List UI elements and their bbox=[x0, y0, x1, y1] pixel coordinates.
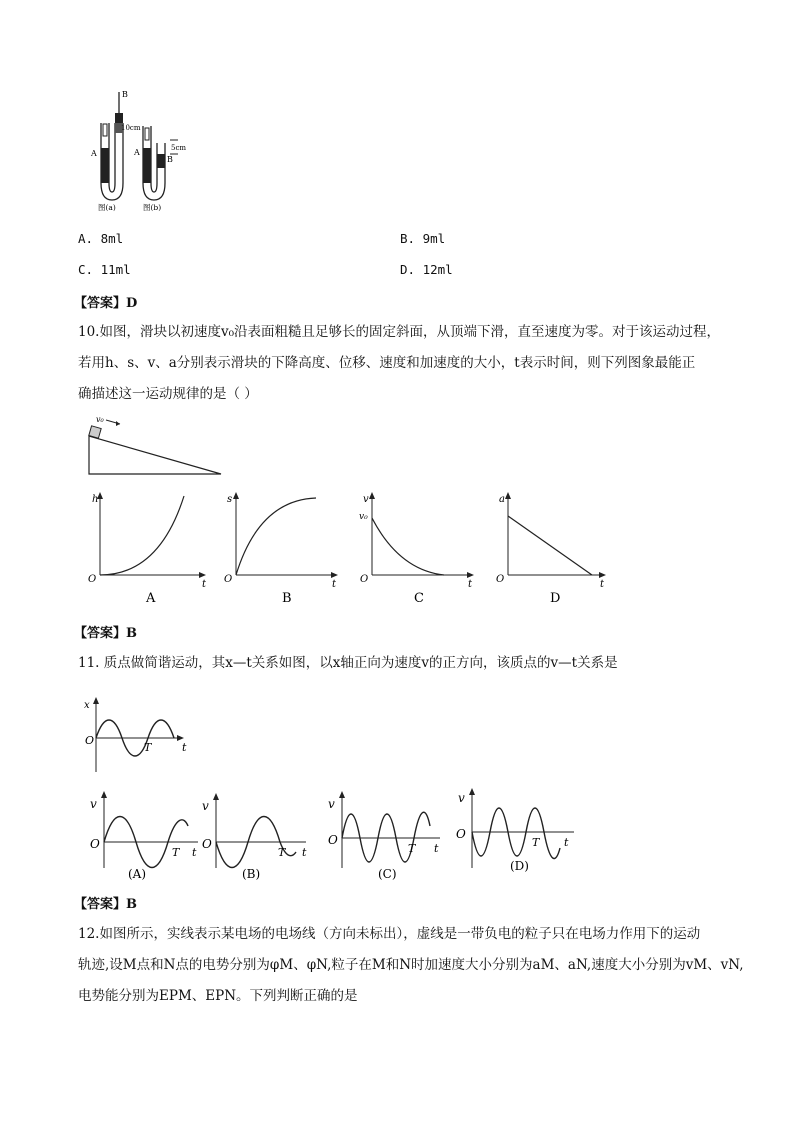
q10-graph-b bbox=[224, 492, 338, 606]
q11-vt-a-origin: O bbox=[90, 837, 100, 851]
q9-option-a: A. 8ml bbox=[78, 231, 124, 246]
q10-graphs bbox=[84, 488, 624, 614]
q10-answer: 【答案】B bbox=[74, 626, 137, 641]
q11-vt-b-origin: O bbox=[202, 837, 212, 851]
q10-incline-v0: v₀ bbox=[96, 415, 104, 424]
q10-graph-c-ytick: v₀ bbox=[359, 512, 368, 522]
q10-graph-a-tlabel: t bbox=[202, 579, 207, 590]
q11-vt-c-origin: O bbox=[328, 833, 338, 847]
q9-caption-a: 图(a) bbox=[98, 203, 116, 212]
q10-graph-a-caption: A bbox=[146, 591, 156, 606]
q12-text-line2: 轨迹,设M点和N点的电势分别为φM、φN,粒子在M和N时加速度大小分别为aM、aN,速度大小分别为vM、vN, bbox=[78, 957, 744, 973]
q9-label-b-top: B bbox=[122, 90, 128, 99]
q11-vt-b-caption: (B) bbox=[242, 867, 261, 881]
q11-xt-graph bbox=[82, 694, 192, 774]
q11-vt-b-period: T bbox=[278, 846, 286, 859]
q9-option-c: C. 11ml bbox=[78, 262, 131, 277]
q10-graph-c-caption: C bbox=[414, 591, 424, 606]
q10-text-line1: 10.如图，滑块以初速度v₀沿表面粗糙且足够长的固定斜面，从顶端下滑，直至速度为零。对于该运动过程， bbox=[78, 324, 721, 340]
q10-graph-d-caption: D bbox=[550, 591, 561, 606]
q9-label-b-right: B bbox=[167, 155, 173, 164]
q10-graph-c-ylabel: v bbox=[363, 494, 369, 505]
q10-graph-d bbox=[496, 492, 606, 606]
q10-graph-b-caption: B bbox=[282, 591, 292, 606]
q11-vt-graph-a bbox=[90, 791, 198, 881]
q9-label-10cm: 10cm bbox=[121, 124, 141, 132]
q9-option-b: B. 9ml bbox=[400, 231, 446, 246]
q9-label-a-left: A bbox=[91, 149, 97, 158]
q11-xt-ylabel: x bbox=[84, 700, 90, 711]
q10-incline-figure bbox=[86, 412, 226, 478]
q11-answer: 【答案】B bbox=[74, 897, 137, 912]
q10-graph-c-tlabel: t bbox=[468, 579, 473, 590]
q10-graph-d-tlabel: t bbox=[600, 579, 605, 590]
q11-vt-b-tlabel: t bbox=[302, 846, 307, 859]
q11-vt-graph-c bbox=[328, 791, 440, 881]
q10-text-line3: 确描述这一运动规律的是（ ） bbox=[78, 386, 258, 402]
q10-graph-b-tlabel: t bbox=[332, 579, 337, 590]
q11-vt-c-tlabel: t bbox=[434, 842, 439, 855]
q11-text: 11. 质点做简谐运动，其x—t关系如图，以x轴正向为速度v的正方向，该质点的v—t关系是 bbox=[78, 655, 618, 671]
q11-vt-c-caption: (C) bbox=[378, 867, 397, 881]
q10-graph-b-origin: O bbox=[224, 574, 233, 585]
q10-graph-c-origin: O bbox=[360, 574, 369, 585]
q11-vt-a-ylabel: v bbox=[90, 797, 97, 811]
q11-vt-b-ylabel: v bbox=[202, 799, 209, 813]
q11-vt-graph-b bbox=[202, 793, 307, 881]
q10-graph-d-origin: O bbox=[496, 574, 505, 585]
q11-vt-c-period: T bbox=[408, 842, 416, 855]
q11-xt-period: T bbox=[144, 741, 152, 754]
q11-vt-d-period: T bbox=[532, 836, 540, 849]
q9-option-d: D. 12ml bbox=[400, 262, 453, 277]
q11-vt-a-caption: (A) bbox=[128, 867, 147, 881]
q11-vt-graph-d bbox=[456, 788, 574, 873]
q11-vt-a-period: T bbox=[172, 846, 180, 859]
q10-graph-c bbox=[359, 492, 474, 606]
q9-label-a-right: A bbox=[134, 148, 140, 157]
q11-vt-c-ylabel: v bbox=[328, 797, 335, 811]
q11-xt-origin: O bbox=[85, 734, 95, 747]
q9-caption-b: 图(b) bbox=[143, 203, 162, 212]
q10-text-line2: 若用h、s、v、a分别表示滑块的下降高度、位移、速度和加速度的大小，t表示时间，则下列图象最能正 bbox=[78, 355, 696, 371]
q11-vt-d-ylabel: v bbox=[458, 791, 465, 805]
q10-graph-a-origin: O bbox=[88, 574, 97, 585]
q10-graph-b-ylabel: s bbox=[227, 494, 233, 505]
q11-vt-d-caption: (D) bbox=[510, 859, 529, 873]
q9-answer: 【答案】D bbox=[74, 296, 138, 311]
q11-vt-d-origin: O bbox=[456, 827, 466, 841]
q10-graph-a bbox=[88, 492, 207, 606]
q9-label-5cm: 5cm bbox=[171, 144, 187, 152]
q11-xt-tlabel: t bbox=[182, 741, 187, 754]
q11-vt-a-tlabel: t bbox=[192, 846, 197, 859]
q11-vt-graphs bbox=[80, 786, 580, 884]
q12-text-line1: 12.如图所示，实线表示某电场的电场线（方向未标出），虚线是一带负电的粒子只在电场力作用下的运动 bbox=[78, 926, 701, 942]
q10-graph-a-ylabel: h bbox=[92, 494, 99, 505]
q11-vt-d-tlabel: t bbox=[564, 836, 569, 849]
q12-text-line3: 电势能分别为EPM、EPN。下列判断正确的是 bbox=[78, 988, 358, 1004]
q9-tube-figure bbox=[88, 88, 198, 214]
q10-graph-d-ylabel: a bbox=[499, 494, 505, 505]
